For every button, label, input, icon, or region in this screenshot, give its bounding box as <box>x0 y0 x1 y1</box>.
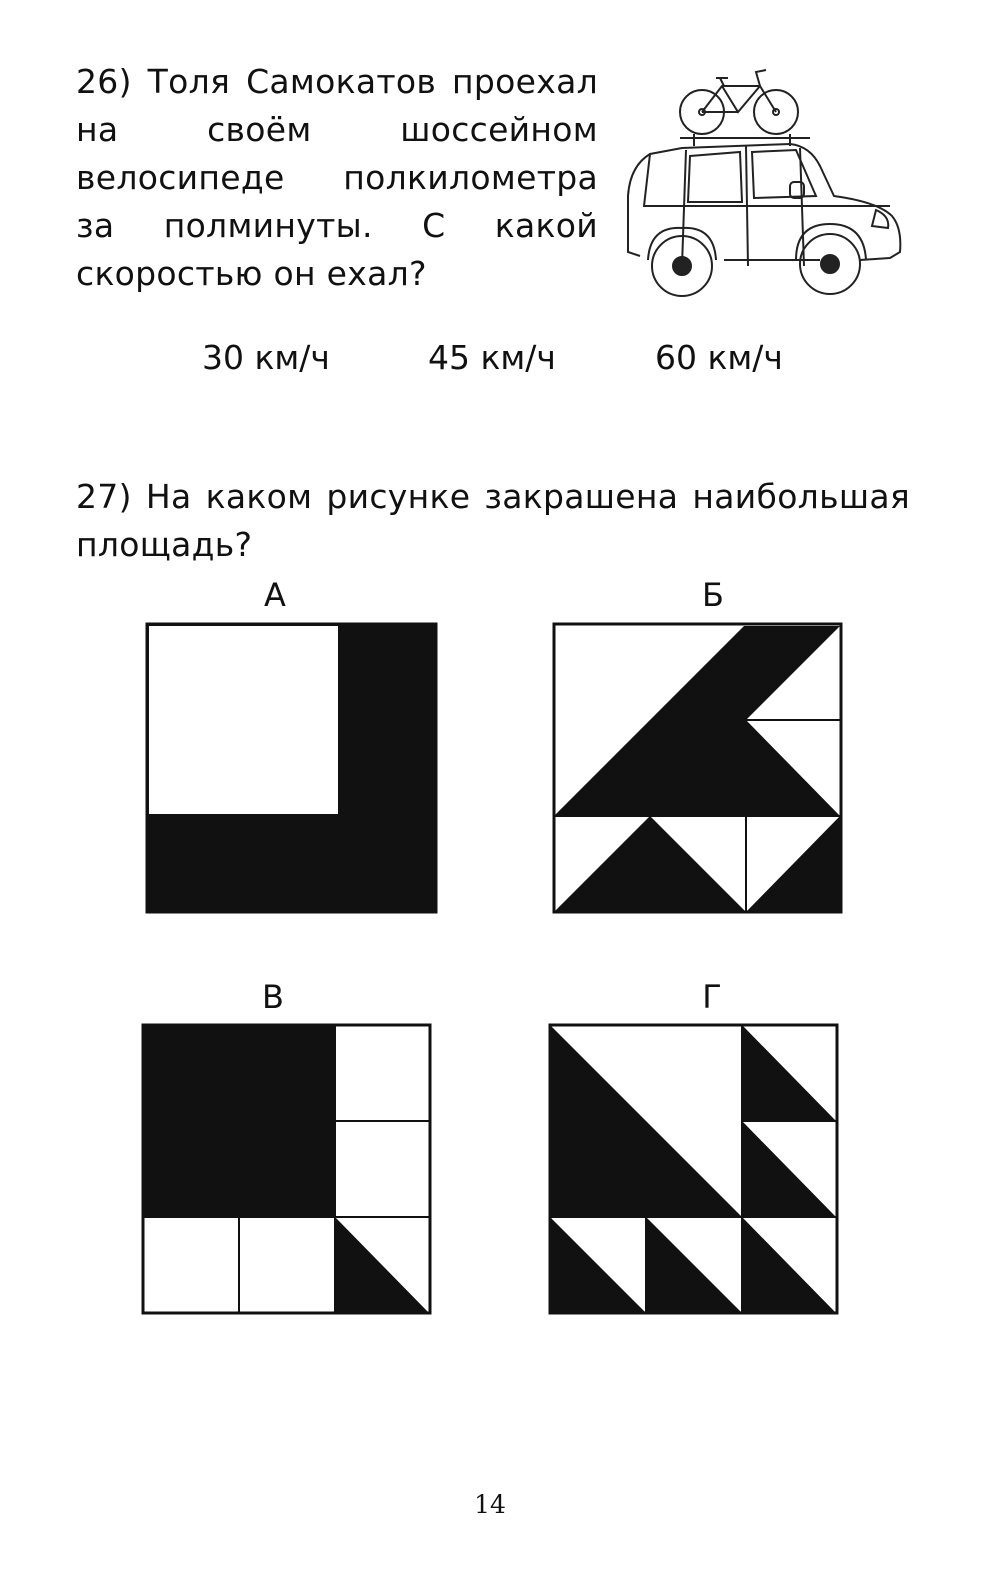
question-27-text: 27) На каком рисунке закрашена наибольшая площадь? <box>76 477 910 564</box>
answer-option[interactable]: 45 км/ч <box>428 338 556 377</box>
question-26-text: 26) Толя Самокатов проехал на своём шоссейном велосипеде полкилометра за полминуты. С какой скоростью он ехал? <box>76 62 598 293</box>
figure-label-a[interactable]: А <box>264 576 286 614</box>
answer-option[interactable]: 30 км/ч <box>202 338 330 377</box>
car-with-bicycle-icon <box>620 56 910 301</box>
figure-a[interactable] <box>145 622 439 914</box>
figure-label-c[interactable]: В <box>262 978 284 1016</box>
answer-options <box>0 334 1000 382</box>
figure-c[interactable] <box>141 1023 433 1315</box>
page-number: 14 <box>474 1490 506 1519</box>
figure-label-b[interactable]: Б <box>702 576 724 614</box>
figure-b[interactable] <box>552 622 844 914</box>
figure-d[interactable] <box>548 1023 840 1315</box>
figure-label-d[interactable]: Г <box>702 978 722 1016</box>
answer-option[interactable]: 60 км/ч <box>655 338 783 377</box>
